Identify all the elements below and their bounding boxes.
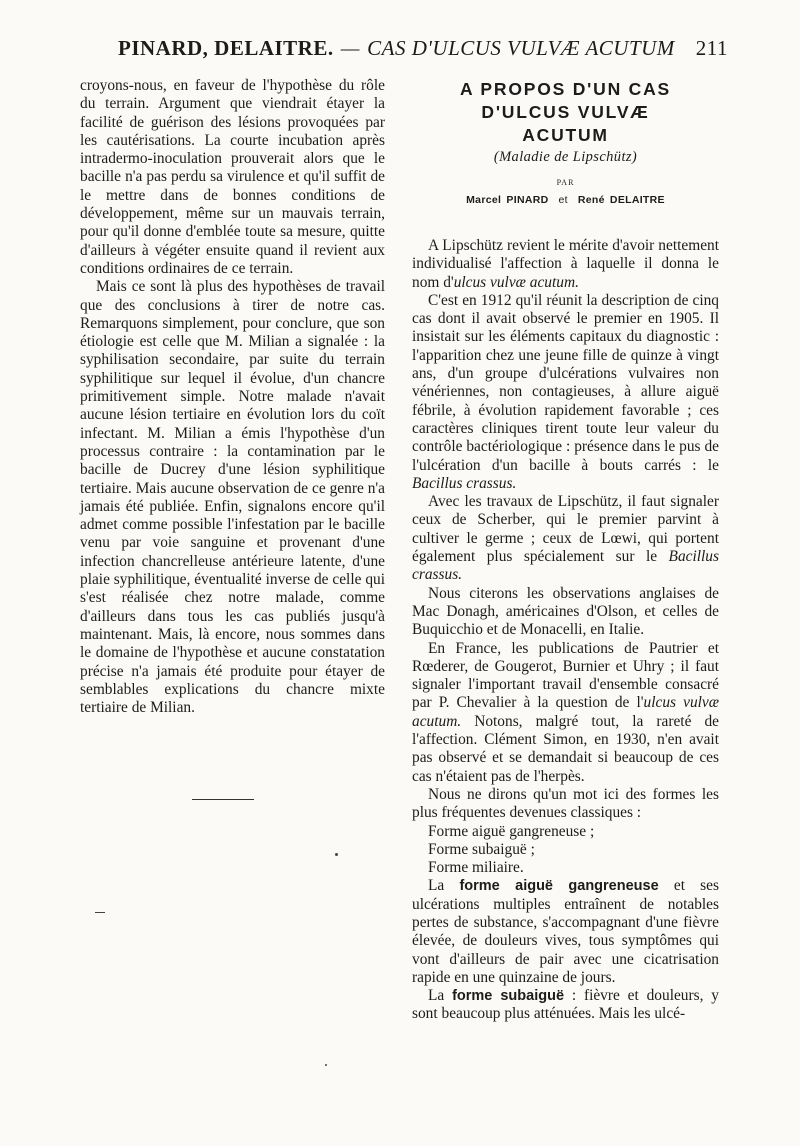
- right-paragraph-8: [412, 987, 719, 1024]
- byline-par: PAR: [556, 178, 575, 187]
- form-list-item: Forme subaiguë ;: [428, 840, 535, 858]
- running-head: [118, 36, 728, 61]
- left-paragraph-1: croyons-nous, en faveur de l'hypothèse du rôle du terrain. Argument que viendrait étayer la facilité de guérison des lésions provoquées par les cautérisations. La courte incubation après intradermo-inoculation prouverait alors que le bacille n'a pas perdu sa virulence et qu'il suffit de le mettre dans de bonnes conditions de développement, même sur un mauvais terrain, pour qu'il donne d'emblée toute sa mesure, quitte d'ailleurs à végéter ensuite quand il revient aux conditions ordinaires de ce terrain.: [80, 77, 385, 277]
- latin-term: Bacillus crassus.: [412, 474, 517, 492]
- bold-term: forme subaiguë: [452, 988, 565, 1005]
- right-paragraph-6: Nous ne dirons qu'un mot ici des formes les plus fréquentes devenues classiques :: [412, 785, 719, 822]
- latin-term: ulcus vulvæ acutum.: [412, 694, 720, 730]
- author-pinard: Marcel PINARD: [466, 194, 549, 206]
- right-p2-text: C'est en 1912 qu'il réunit la description de cinq cas dont il avait observé le premier en 1905. Il insistait sur les éléments capitaux du diagnostic : l'apparition chez une jeune fille de quinze à vingt ans, d'un groupe d'ulcérations vulvaires non vénériennes, non contagieuses, à allure aiguë fébrile, à évolution rapidement favorable ; ces caractères cliniques tirent toute leur valeur du contrôle bactériologique : présence dans le pus de l'ulcération d'un bacille à bouts carrés : le: [412, 291, 719, 474]
- form-list-item: Forme aiguë gangreneuse ;: [428, 822, 595, 840]
- article-title-line-3: ACUTUM: [522, 125, 609, 145]
- right-p7-text-after: et ses ulcérations multiples entraînent de notables pertes de substance, s'accompagnant d'une fièvre élevée, de douleurs vives, tous symptômes qui vont d'ailleurs de pair avec une cicatrisation rapide en une quinzaine de jours.: [412, 877, 719, 986]
- article-title-line-1: A PROPOS D'UN CAS: [459, 79, 672, 99]
- right-paragraph-4: Nous citerons les observations anglaises de Mac Donagh, américaines d'Olson, et celles de Buquicchio et de Monacelli, en Italie.: [412, 584, 719, 639]
- right-p5-text: En France, les publications de Pautrier et Rœderer, de Gougerot, Burnier et Uhry ; il faut signaler l'important travail d'ensemble consacré par P. Chevalier à la question de l': [412, 639, 719, 712]
- left-column: [80, 77, 385, 717]
- right-p7-text: La: [428, 877, 460, 895]
- right-p1-text: A Lipschütz revient le mérite d'avoir nettement individualisé l'affection à laquelle il donna le nom d': [412, 237, 719, 291]
- right-paragraph-2: [412, 292, 719, 493]
- running-head-title: CAS D'ULCUS VULVÆ ACUTUM: [367, 36, 675, 60]
- article-subtitle: (Maladie de Lipschütz): [493, 149, 638, 165]
- right-paragraph-5: [412, 640, 719, 786]
- left-paragraph-2: Mais ce sont là plus des hypothèses de travail que des conclusions à tirer de notre cas. Remarquons simplement, pour conclure, que son étiologie est celle que M. Milian a signalée : la syphilisation secondaire, par suite du terrain syphilitique sur lequel il évolue, d'un chancre primitivement simple. Notre malade n'avait aucune lésion tertiaire en évolution lors du coït infectant. M. Milian a émis l'hypothèse d'un processus contraire : la contamination par le bacille de Ducrey d'une lésion syphilitique tertiaire. Mais aucune observation de ce genre n'a jamais été publiée. Enfin, signalons encore qu'il admet comme possible l'infestation par le bacille venu par voie sanguine et provenant d'une infection chancrelleuse antérieure latente, d'une plaie syphilitique, éventualité inverse de celle qui s'est réalisée chez notre malade, comme d'ailleurs dans tous les cas publiés jusqu'à maintenant. Mais, là encore, nous sommes dans le domaine de l'hypothèse et aucune constatation précise n'a jamais été produite pour étayer de semblables explications du chancre mixte tertiaire de Milian.: [80, 278, 385, 717]
- right-p8-text: La: [428, 987, 453, 1005]
- print-speck: [335, 853, 338, 856]
- running-head-authors: PINARD, DELAITRE.: [118, 36, 334, 60]
- print-speck: [325, 1064, 327, 1066]
- latin-term: ulcus vulvæ acutum.: [453, 273, 579, 291]
- right-paragraph-1: [412, 237, 719, 292]
- byline-et: et: [558, 194, 568, 206]
- byline: [412, 194, 719, 206]
- print-speck: [95, 912, 105, 913]
- article-title-line-2: D'ULCUS VULVÆ: [481, 102, 650, 122]
- section-end-rule: [192, 799, 254, 800]
- page-number: 211: [695, 36, 728, 60]
- article-heading: [412, 78, 719, 206]
- right-p3-text: Avec les travaux de Lipschütz, il faut signaler ceux de Scherber, qui le premier parvint à cultiver le germe ; ceux de Lœwi, qui portent également plus spécialement sur le: [412, 493, 719, 566]
- latin-term: Bacillus crassus.: [412, 548, 719, 584]
- right-p5-text-after: Notons, malgré tout, la rareté de l'affection. Clément Simon, en 1930, n'en avait pas observé et se demandait si beaucoup de ces cas n'étaient pas de l'herpès.: [412, 712, 719, 785]
- right-p8-text-after: : fièvre et douleurs, y sont beaucoup plus atténuées. Mais les ulcé-: [412, 987, 719, 1023]
- right-column: [412, 237, 719, 1024]
- author-delaitre: René DELAITRE: [577, 194, 665, 206]
- form-list-item: Forme miliaire.: [428, 859, 524, 877]
- right-paragraph-7: [412, 877, 719, 987]
- right-paragraph-3: [412, 493, 719, 584]
- bold-term: forme aiguë gangreneuse: [459, 878, 659, 895]
- running-head-dash: —: [340, 36, 360, 60]
